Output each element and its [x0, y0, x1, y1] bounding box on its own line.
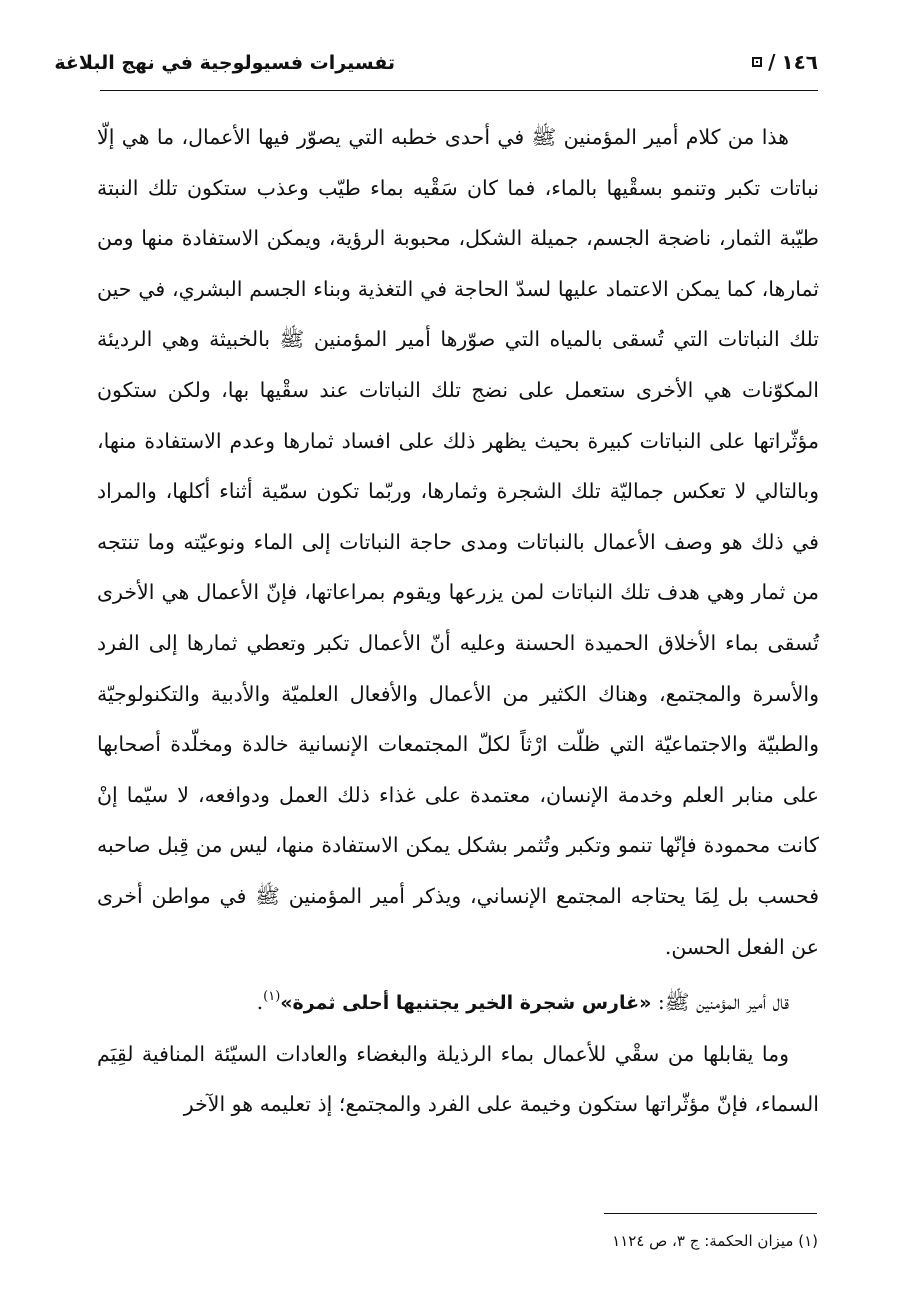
footnote-reference: (١): [263, 989, 281, 1005]
footnote-divider: [604, 1213, 817, 1214]
paragraph-1: هذا من كلام أمير المؤمنين ﷺ في أحدى خطبه التي يصوّر فيها الأعمال، ما هي إلّا نباتات تكبر وتنمو بسقْيها بالماء، فما كان سَقْيه بماء طيّب وعذب ستكون تلك النبتة طيّبة الثمار، ناضجة الجسم، جميلة الشكل، محبوبة الرؤية، ويمكن الاستفادة منها ومن ثمارها، كما يمكن الاعتماد عليها لسدّ الحاجة في التغذية وبناء الجسم البشري، في حين تلك النباتات التي تُسقى بالمياه التي صوّرها أمير المؤمنين ﷺ بالخبيثة وهي الرديئة المكوّنات هي الأخرى ستعمل على نضج تلك النباتات عند سقْيها بها، ولكن ستكون مؤثّراتها على النباتات كبيرة بحيث يظهر ذلك على افساد ثمارها وعدم الاستفادة منها، وبالتالي لا تعكس جماليّة تلك الشجرة وثمارها، وربّما تكون سمّية أثناء أكلها، والمراد في ذلك هو وصف الأعمال بالنباتات ومدى حاجة النباتات إلى الماء ونوعيّته وما تنتجه من ثمار وهي هدف تلك النباتات لمن يزرعها ويقوم بمراعاتها، فإنّ الأعمال هي الأخرى تُسقى بماء الأخلاق الحميدة الحسنة وعليه أنّ الأعمال تكبر وتعطي ثمارها إلى الفرد والأسرة والمجتمع، وهناك الكثير من الأعمال والأفعال العلميّة والأدبية والتكنولوجيّة والطبيّة والاجتماعيّة التي ظلّت ارْثاً لكلّ المجتمعات الإنسانية خالدة ومخلّدة أصحابها على منابر العلم وخدمة الإنسان، معتمدة على غذاء ذلك العمل ودوافعه، لا سيّما إنْ كانت محمودة فإنّها تنمو وتكبر وتُثمر بشكل يمكن الاستفادة منها، ليس من قِبل صاحبه فحسب بل لِمَا يحتاجه المجتمع الإنساني، ويذكر أمير المؤمنين ﷺ في مواطن أخرى عن الفعل الحسن.: [97, 125, 819, 959]
page-number: ١٤٦: [781, 50, 818, 74]
page-header: [54, 46, 818, 86]
page-number-group: [752, 50, 818, 74]
square-ornament-icon: [752, 57, 762, 67]
quote-end: .: [256, 990, 264, 1015]
footnote: (١) ميزان الحكمة: ج ٣، ص ١١٢٤: [612, 1232, 818, 1250]
paragraph-3: وما يقابلها من سقْي للأعمال بماء الرذيلة والبغضاء والعادات السيّئة المنافية لقِيَم السماء، فإنّ مؤثّراتها ستكون وخيمة على الفرد والمجتمع؛ إذ تعليمه هو الآخر: [97, 1041, 819, 1117]
quote-intro: قال أمير المؤمنين ﷺ:: [651, 990, 789, 1015]
book-title: تفسيرات فسيولوجية في نهج البلاغة: [54, 52, 395, 74]
paragraph-quote: [97, 972, 819, 1029]
body-text: [97, 112, 819, 1130]
header-divider: [100, 90, 818, 91]
quote-text: «غارس شجرة الخير يجتنيها أحلى ثمرة»: [280, 992, 652, 1015]
header-separator: /: [768, 50, 776, 74]
